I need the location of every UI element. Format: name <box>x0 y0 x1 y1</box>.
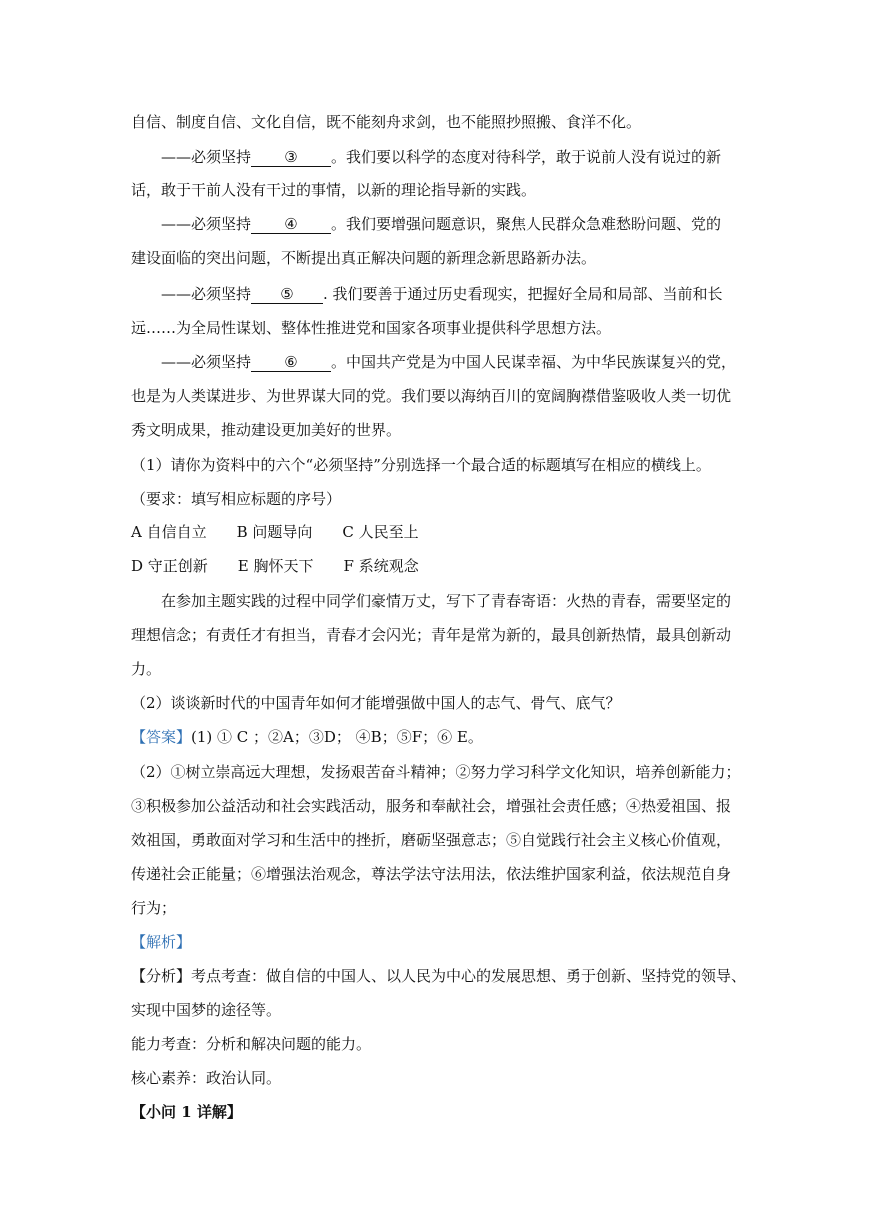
answer-blank-3: ③ <box>251 148 331 167</box>
option-a: A 自信自立 <box>131 523 207 541</box>
option-e: E 胸怀天下 <box>237 557 314 575</box>
item-text: 。我们要增强问题意识，聚焦人民群众急难愁盼问题、党的 <box>331 215 722 233</box>
item-prefix: ——必须坚持 <box>161 285 252 303</box>
answer-line <box>131 727 751 747</box>
answer-2-line: 传递社会正能量；⑥增强法治观念，尊法学法守法用法，依法维护国家利益，依法规范自身 <box>131 865 732 883</box>
analysis-line: 【分析】考点考查：做自信的中国人、以人民为中心的发展思想、勇于创新、坚持党的领导、 <box>131 967 747 985</box>
answer-text: (1) ① C ；②A；③D； ④B；⑤F；⑥ E。 <box>191 728 483 746</box>
answer-2-line: 行为； <box>131 899 177 917</box>
item-text: 。中国共产党是为中国人民谋幸福、为中华民族谋复兴的党， <box>331 353 737 371</box>
paragraph-line: 理想信念；有责任才有担当，青春才会闪光；青年是常为新的，最具创新热情，最具创新动 <box>131 626 732 644</box>
text-line: 建设面临的突出问题，不断提出真正解决问题的新理念新思路新办法。 <box>131 249 597 267</box>
ability-line: 能力考查：分析和解决问题的能力。 <box>131 1035 372 1053</box>
paragraph-line: 力。 <box>131 660 162 678</box>
item-prefix: ——必须坚持 <box>161 353 252 371</box>
answer-blank-5: ⑤ <box>251 285 323 304</box>
item-4-line <box>161 214 781 234</box>
item-text: . 我们要善于通过历史看现实，把握好全局和局部、当前和长 <box>323 285 723 303</box>
question-1-requirement: （要求：填写相应标题的序号） <box>131 490 342 508</box>
answer-blank-6: ⑥ <box>251 353 331 372</box>
options-row-2 <box>131 556 751 576</box>
analysis-label: 【解析】 <box>131 933 192 951</box>
text-line: 自信、制度自信、文化自信，既不能刻舟求剑，也不能照抄照搬、食洋不化。 <box>131 113 642 131</box>
analysis-line: 实现中国梦的途径等。 <box>131 1001 282 1019</box>
item-prefix: ——必须坚持 <box>161 215 252 233</box>
options-row-1 <box>131 522 751 542</box>
text-line: 远……为全局性谋划、整体性推进党和国家各项事业提供科学思想方法。 <box>131 319 612 337</box>
answer-label: 【答案】 <box>131 728 192 746</box>
item-3-line <box>161 147 781 167</box>
answer-2-line: （2）①树立崇高远大理想，发扬艰苦奋斗精神；②努力学习科学文化知识，培养创新能力； <box>131 763 741 781</box>
answer-blank-4: ④ <box>251 215 331 234</box>
item-5-line <box>161 284 781 304</box>
item-prefix: ——必须坚持 <box>161 148 252 166</box>
answer-2-line: ③积极参加公益活动和社会实践活动，服务和奉献社会，增强社会责任感；④热爱祖国、报 <box>131 797 732 815</box>
paragraph-line: 在参加主题实践的过程中同学们豪情万丈，写下了青春寄语：火热的青春，需要坚定的 <box>161 592 732 610</box>
option-b: B 问题导向 <box>236 523 313 541</box>
question-2: （2）谈谈新时代的中国青年如何才能增强做中国人的志气、骨气、底气？ <box>131 694 621 712</box>
text-line: 也是为人类谋进步、为世界谋大同的党。我们要以海纳百川的宽阔胸襟借鉴吸收人类一切优 <box>131 387 732 405</box>
item-text: 。我们要以科学的态度对待科学，敢于说前人没有说过的新 <box>331 148 722 166</box>
option-c: C 人民至上 <box>342 523 419 541</box>
question-1: （1）请你为资料中的六个“必须坚持”分别选择一个最合适的标题填写在相应的横线上。 <box>131 456 711 474</box>
item-6-line <box>161 352 781 372</box>
text-line: 秀文明成果，推动建设更加美好的世界。 <box>131 421 402 439</box>
detail-heading: 【小问 1 详解】 <box>131 1103 242 1121</box>
literacy-line: 核心素养：政治认同。 <box>131 1069 282 1087</box>
answer-2-line: 效祖国，勇敢面对学习和生活中的挫折，磨砺坚强意志；⑤自觉践行社会主义核心价值观， <box>131 831 732 849</box>
text-line: 话，敢于干前人没有干过的事情，以新的理论指导新的实践。 <box>131 181 537 199</box>
option-d: D 守正创新 <box>131 557 208 575</box>
option-f: F 系统观念 <box>343 557 419 575</box>
